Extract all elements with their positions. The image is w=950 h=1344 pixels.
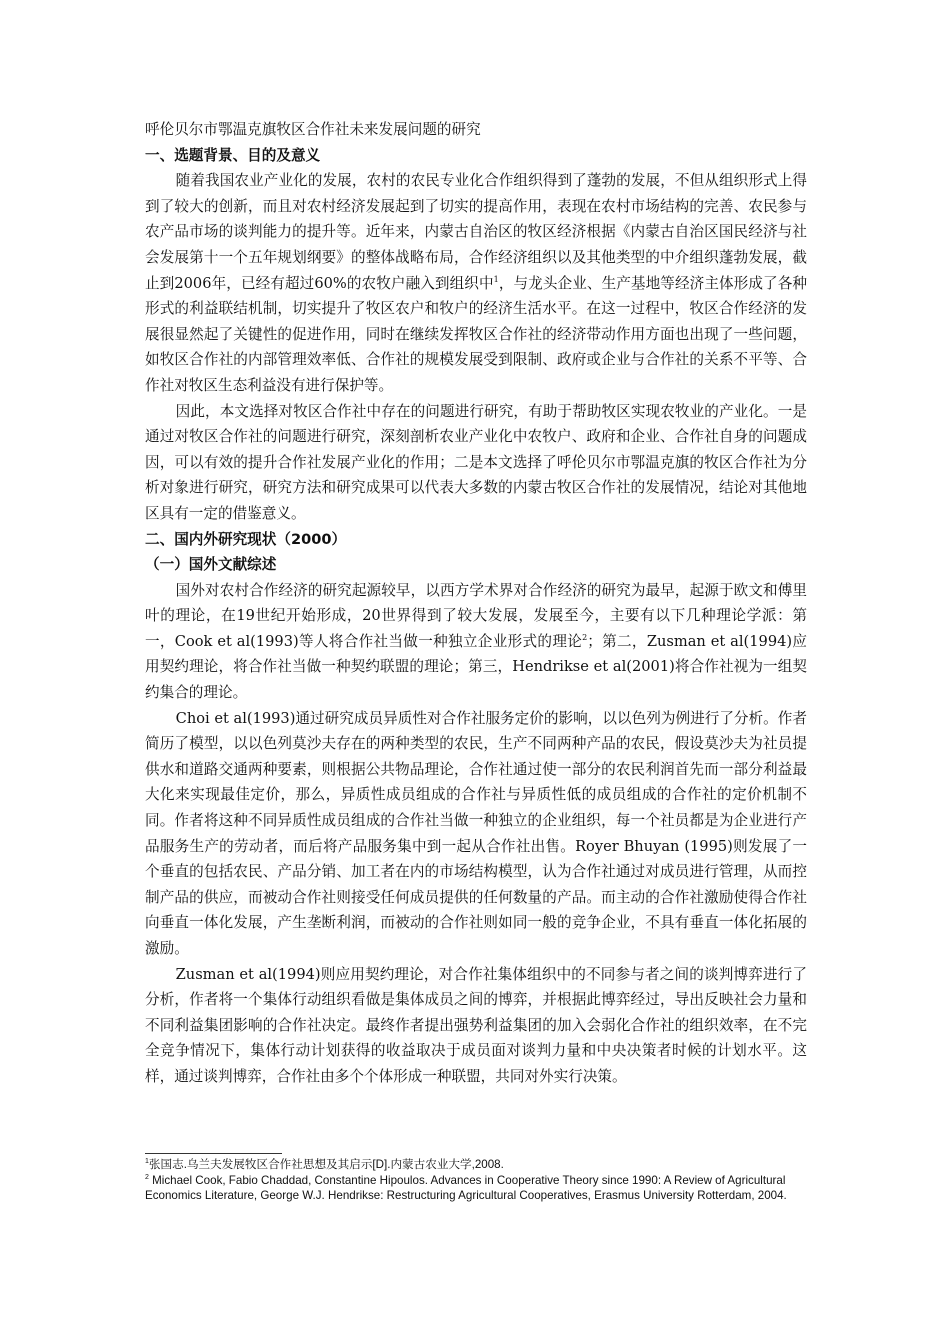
footnote-ref-1: 1 <box>493 274 499 284</box>
document-body <box>145 117 807 1090</box>
paragraph-5: Zusman et al(1994)则应用契约理论，对合作社集体组织中的不同参与者之间的谈判博弈进行了分析，作者将一个集体行动组织看做是集体成员之间的博弈，并根据此博弈经过，导出反映社会力量和不同利益集团影响的合作社决定。最终作者提出强势利益集团的加入会弱化合作社的组织效率，在不完全竞争情况下，集体行动计划获得的收益取决于成员面对谈判力量和中央决策者时候的计划水平。这样，通过谈判博弈，合作社由多个个体形成一种联盟，共同对外实行决策。 <box>145 965 807 1085</box>
footnote-2-text: Michael Cook, Fabio Chaddad, Constantine Hipoulos. Advances in Cooperative Theory since 1990: A Review of Agricultural Economics Literature, George W.J. Hendrikse: Restructuring Agricultural Cooperatives, Erasmus University Rotterdam, 2004. <box>145 1174 787 1202</box>
footnote-1 <box>145 1157 807 1172</box>
paragraph-1-text-a: 随着我国农业产业化的发展，农村的农民专业化合作组织得到了蓬勃的发展，不但从组织形式上得到了较大的创新，而且对农村经济发展起到了切实的提高作用，表现在农村市场结构的完善、农民参与农产品市场的谈判能力的提升等。近年来，内蒙古自治区的牧区经济根据《内蒙古自治区国民经济与社会发展第十一个五年规划纲要》的整体战略布局，合作经济组织以及其他类型的中介组织蓬勃发展，截止到2006年，已经有超过60%的农牧户融入到组织中 <box>145 172 807 292</box>
footnote-ref-2: 2 <box>582 633 588 643</box>
footnote-separator <box>145 1153 282 1154</box>
paragraph-1 <box>145 168 807 398</box>
subsection-heading-1: （一）国外文献综述 <box>145 556 277 574</box>
document-title: 呼伦贝尔市鄂温克旗牧区合作社未来发展问题的研究 <box>145 121 481 138</box>
footnote-2 <box>145 1173 807 1203</box>
paragraph-3 <box>145 578 807 706</box>
section-heading-2: 二、国内外研究现状（2000） <box>145 530 347 548</box>
section-heading-1: 一、选题背景、目的及意义 <box>145 146 321 164</box>
paragraph-2: 因此，本文选择对牧区合作社中存在的问题进行研究，有助于帮助牧区实现农牧业的产业化。一是通过对牧区合作社的问题进行研究，深刻剖析农业产业化中农牧户、政府和企业、合作社自身的问题成因，可以有效的提升合作社发展产业化的作用；二是本文选择了呼伦贝尔市鄂温克旗的牧区合作社为分析对象进行研究，研究方法和研究成果可以代表大多数的内蒙古牧区合作社的发展情况，结论对其他地区具有一定的借鉴意义。 <box>145 402 807 522</box>
paragraph-1-text-b: ，与龙头企业、生产基地等经济主体形成了各种形式的利益联结机制，切实提升了牧区农户和牧户的经济生活水平。在这一过程中，牧区合作经济的发展很显然起了关键性的促进作用，同时在继续发挥牧区合作社的经济带动作用方面也出现了一些问题，如牧区合作社的内部管理效率低、合作社的规模发展受到限制、政府或企业与合作社的关系不平等、合作社对牧区生态利益没有进行保护等。 <box>145 274 807 394</box>
footnote-1-text: 张国志.乌兰夫发展牧区合作社思想及其启示[D].内蒙古农业大学,2008. <box>148 1158 504 1171</box>
paragraph-3-text-a: 国外对农村合作经济的研究起源较早，以西方学术界对合作经济的研究为最早，起源于欧文和傅里叶的理论，在19世纪开始形成，20世界得到了较大发展，发展至今，主要有以下几种理论学派：第一，Cook et al(1993)等人将合作社当做一种独立企业形式的理论 <box>145 581 807 650</box>
paragraph-4: Choi et al(1993)通过研究成员异质性对合作社服务定价的影响，以以色列为例进行了分析。作者简历了模型，以以色列莫沙夫存在的两种类型的农民，生产不同两种产品的农民，假设莫沙夫为社员提供水和道路交通两种要素，则根据公共物品理论，合作社通过使一部分的农民利润首先而一部分利益最大化来实现最佳定价，那么，异质性成员组成的合作社与异质性低的成员组成的合作社的定价机制不同。作者将这种不同异质性成员组成的合作社当做一种独立的企业组织，每一个社员都是为企业进行产品服务生产的劳动者，而后将产品服务集中到一起从合作社出售。Royer Bhuyan (1995)则发展了一个垂直的包括农民、产品分销、加工者在内的市场结构模型，认为合作社通过对成员进行管理，从而控制产品的供应，而被动合作社则接受任何成员提供的任何数量的产品。而主动的合作社激励使得合作社向垂直一体化发展，产生垄断利润，而被动的合作社则如同一般的竞争企业，不具有垂直一体化拓展的激励。 <box>145 709 807 957</box>
paragraph-3-text-b: ；第二，Zusman et al(1994)应用契约理论，将合作社当做一种契约联盟的理论；第三，Hendrikse et al(2001)将合作社视为一组契约集合的理论。 <box>145 632 807 702</box>
footnote-2-mark: 2 <box>145 1174 149 1182</box>
footnotes <box>145 1153 807 1204</box>
footnote-1-mark: 1 <box>145 1158 149 1166</box>
